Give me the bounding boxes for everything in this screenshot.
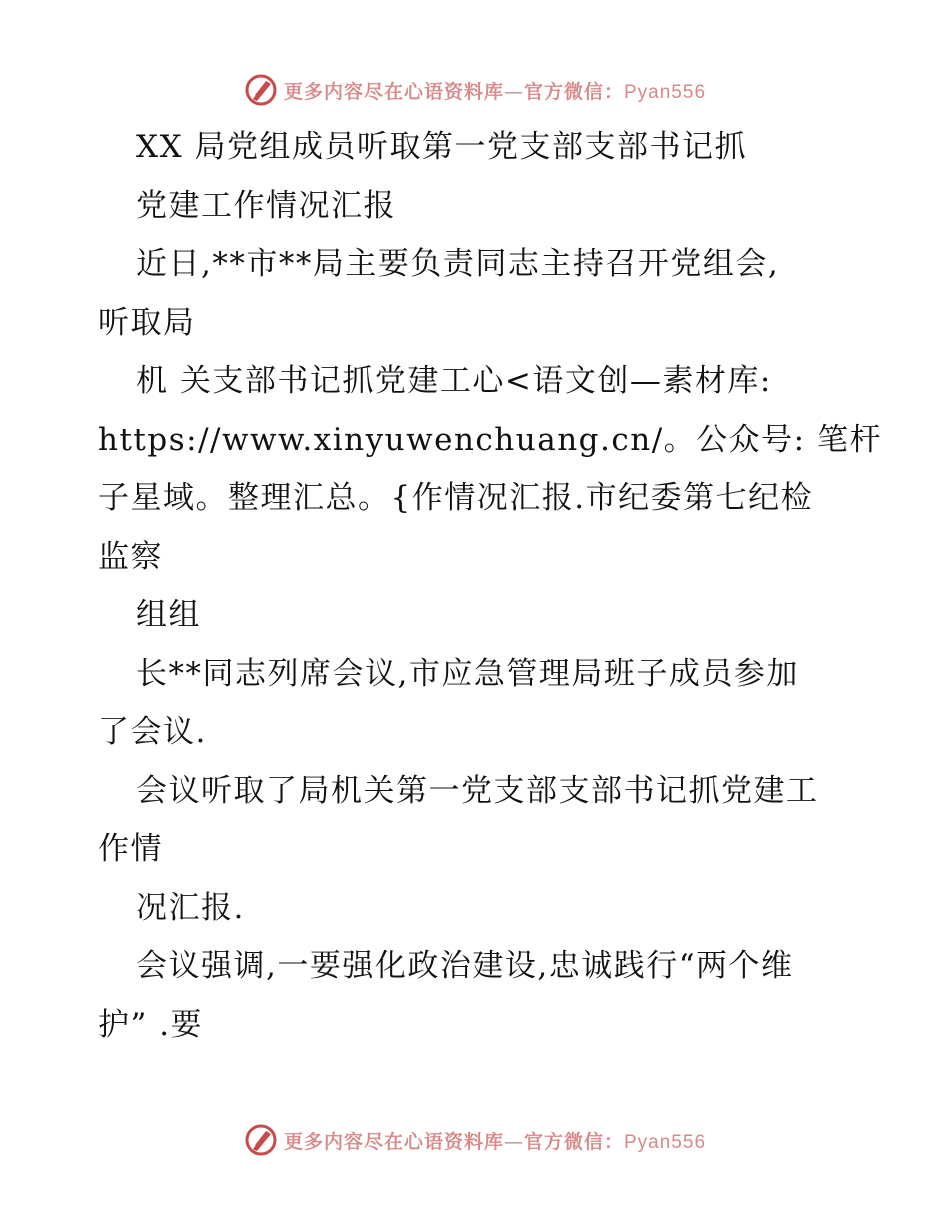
doc-line: 长**同志列席会议,市应急管理局班子成员参加 — [136, 655, 799, 692]
doc-line: 子星域。整理汇总。{作情况汇报.市纪委第七纪检 — [98, 480, 814, 516]
doc-line: 党建工作情况汇报 — [136, 187, 396, 224]
doc-line: 了会议. — [98, 714, 207, 750]
doc-line: 机 关支部书记抓党建工心<语文创—素材库: — [136, 363, 772, 399]
doc-line: 监察 — [98, 538, 163, 575]
doc-line: 况汇报. — [136, 889, 245, 926]
doc-line: 会议强调,一要强化政治建设,忠诚践行“两个维 — [136, 948, 794, 984]
watermark-text: 更多内容尽在心语资料库—官方微信：Pyan556 — [283, 80, 707, 103]
doc-line: 组组 — [136, 597, 201, 633]
doc-line: https://www.xinyuwenchuang.cn/。公众号: 笔杆 — [98, 421, 882, 458]
doc-line: 护” .要 — [98, 1006, 204, 1043]
header-watermark — [0, 70, 950, 110]
quill-pen-logo-icon — [244, 73, 278, 107]
doc-line: XX 局党组成员听取第一党支部支部书记抓 — [136, 129, 747, 165]
footer-watermark — [0, 1120, 950, 1160]
doc-line: 作情 — [98, 831, 163, 867]
quill-pen-logo-icon — [244, 1123, 278, 1157]
doc-line: 听取局 — [98, 304, 196, 341]
document-body — [98, 118, 882, 1054]
doc-line: 会议听取了局机关第一党支部支部书记抓党建工 — [136, 772, 819, 809]
doc-line: 近日,**市**局主要负责同志主持召开党组会, — [136, 246, 780, 282]
watermark-text: 更多内容尽在心语资料库—官方微信：Pyan556 — [283, 1130, 707, 1153]
